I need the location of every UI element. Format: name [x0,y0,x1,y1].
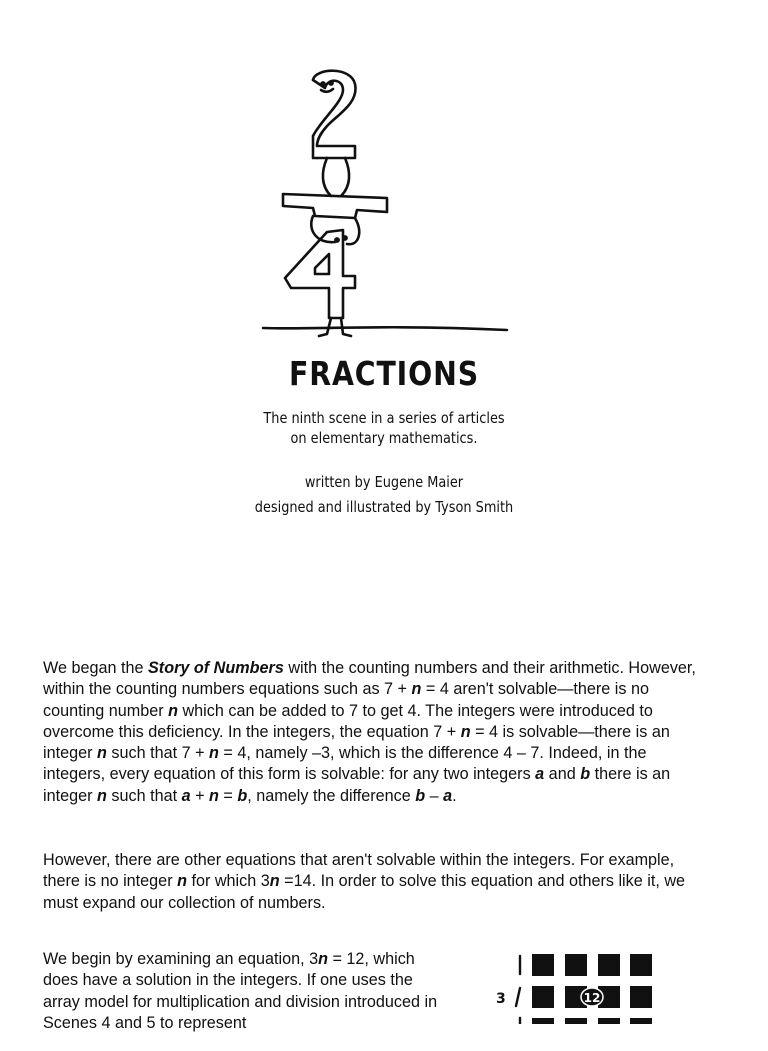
intro-paragraph: We began the Story of Numbers with the counting numbers and their arithmetic. However, within the counting numbers equations such as 7 + n = 4 aren't solvable—there is no counting number n which can be added to 7 to get 4. The integers were introduced to overcome this deficiency. In the integers, the equation 7 + n = 4 is solvable—there is an integer n such that 7 + n = 4, namely –3, which is the difference 4 – 7. Indeed, in the integers, every equation of this form is solvable: for any two integers a and b there is an integer n such that a + n = b, namely the difference b – a. [43,659,696,805]
second-paragraph: However, there are other equations that aren't solvable within the integers. For example, there is no integer n for which 3n =14. In order to solve this equation and others like it, we must expand our collection of numbers. [43,851,686,912]
designer-credit: designed and illustrated by Tyson Smith [254,498,514,516]
author-credit: written by Eugene Maier [304,473,464,491]
subtitle-line-2: on elementary mathematics. [290,429,478,447]
page-title: FRACTIONS [288,354,480,393]
fraction-illustration [255,62,515,352]
array-product-label: 12 [583,991,601,1005]
third-paragraph: We begin by examining an equation, 3n = 12, which does have a solution in the integers. If one uses the array model for multiplication and division introduced in Scenes 4 and 5 to represent [43,950,438,1033]
array-model-figure [490,950,670,1024]
subtitle-line-1: The ninth scene in a series of articles [263,409,505,427]
array-row-label: 3 [496,991,506,1007]
